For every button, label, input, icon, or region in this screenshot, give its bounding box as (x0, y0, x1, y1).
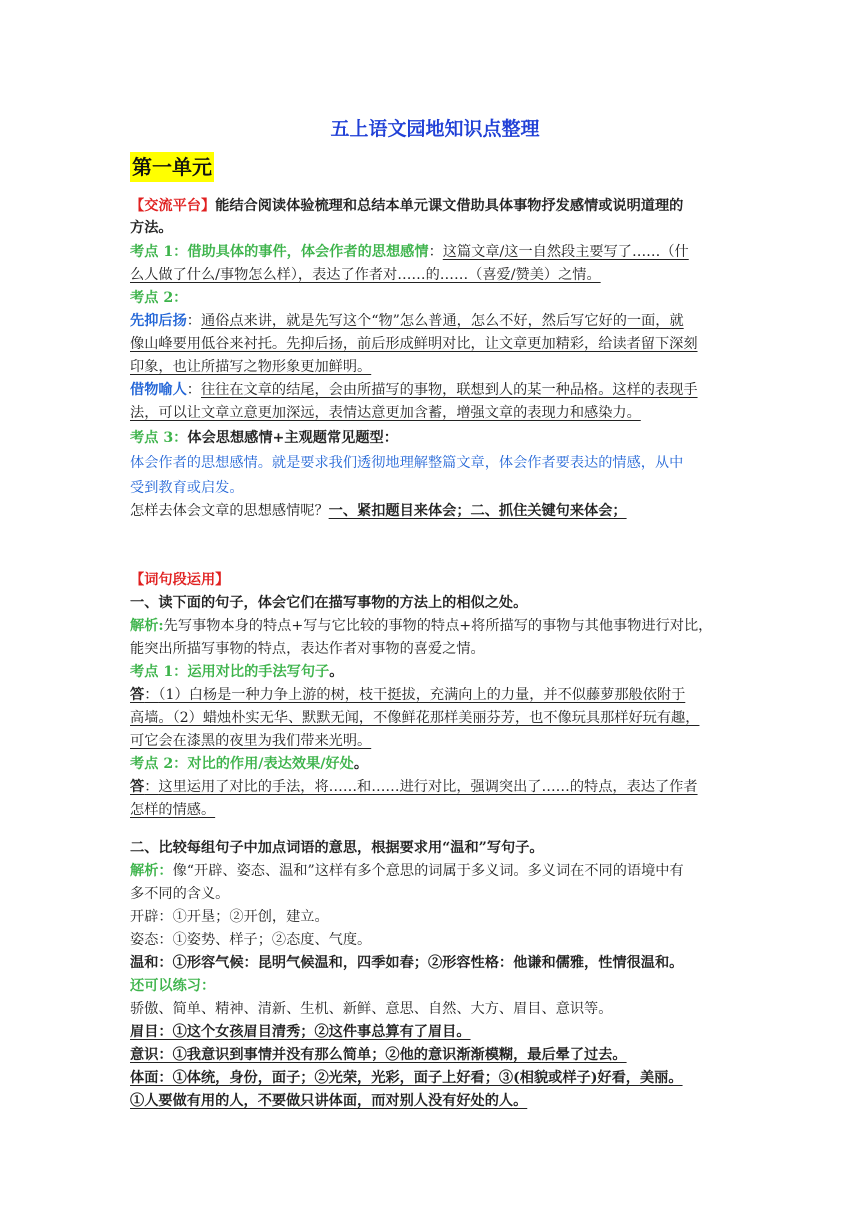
analysis-1-cont: 能突出所描写事物的特点，表达作者对事物的喜爱之情。 (130, 641, 485, 657)
answer-2-sep: ： (144, 779, 159, 795)
timian-line: 体面：①体统，身份，面子；②光荣，光彩，面子上好看；③(相貌或样子)好看，美丽。 (130, 1070, 683, 1086)
answer-1-line (130, 685, 685, 705)
answer-1-sep: ： (144, 687, 159, 703)
zitai-line: 姿态：①姿势、样子；②态度、气度。 (130, 932, 372, 948)
answer-1-text-2: 高墙。（2）蜡烛朴实无华、默默无闻，不像鲜花那样美丽芬芳，也不像玩具那样好玩有趣， (130, 710, 700, 726)
kaipi-line: 开辟：①开垦；②开创，建立。 (130, 909, 329, 925)
answer-1-label: 答 (130, 687, 145, 703)
exchange-platform-tag: 【交流平台】 (130, 198, 216, 214)
analysis-1-text: 先写事物本身的特点+写与它比较的事物的特点+将所描写的事物与其他事物进行对比， (163, 618, 713, 634)
kp1-sep: ： (428, 244, 443, 260)
xianyi-line (130, 311, 684, 331)
analysis-2-line (130, 861, 684, 881)
xianyi-text: 通俗点来讲，就是先写这个“物”怎么普通，怎么不好，然后写它好的一面，就 (200, 313, 684, 329)
question-2: 二、比较每组句子中加点词语的意思，根据要求用“温和”写句子。 (130, 840, 544, 856)
exchange-intro-line (130, 196, 683, 216)
jiewu-line (130, 380, 698, 400)
xianyi-text-2: 像山峰要用低谷来衬托。先抑后扬，前后形成鲜明对比，让文章更加精彩，给读者留下深刻 (130, 336, 698, 352)
analysis-1-line (130, 616, 712, 636)
s2-kp2-label: 考点 2：对比的作用/表达效果/好处 (130, 756, 354, 772)
analysis-2-text: 像“开辟、姿态、温和”这样有多个意思的词属于多义词。多义词在不同的语境中有 (172, 863, 684, 879)
analysis-1-sep: : (158, 618, 164, 634)
answer-2-label: 答 (130, 779, 145, 795)
analysis-2-cont: 多不同的含义。 (130, 886, 230, 902)
xianyi-text-3: 印象，也让所描写之物形象更加鲜明。 (130, 359, 372, 375)
jiewu-text: 往往在文章的结尾，会由所描写的事物，联想到人的某一种品格。这样的表现手 (200, 382, 698, 398)
answer-2-text: 这里运用了对比的手法，将……和……进行对比，强调突出了……的特点，表达了作者 (158, 779, 698, 795)
s2-kp1-end: 。 (329, 664, 344, 680)
analysis-2-label: 解析 (130, 863, 159, 879)
jiewu-sep: ： (186, 382, 201, 398)
meimu-line: 眉目：①这个女孩眉目清秀；②这件事总算有了眉目。 (130, 1024, 471, 1040)
kp1-label: 考点 1：借助具体的事件，体会作者的思想感情 (130, 244, 429, 260)
page-title: 五上语文园地知识点整理 (330, 118, 540, 140)
xianyi-label: 先抑后扬 (130, 313, 187, 329)
xianyi-sep: ： (186, 313, 201, 329)
kp3-label: 考点 3： (130, 430, 188, 446)
how-line (130, 501, 627, 521)
practice-words: 骄傲、简单、精神、清新、生机、新鲜、意思、自然、大方、眉目、意识等。 (130, 1001, 613, 1017)
kp1-line (130, 242, 689, 262)
exchange-intro-text: 能结合阅读体验梳理和总结本单元课文借助具体事物抒发感情或说明道理的 (215, 198, 684, 214)
jiewu-label: 借物喻人 (130, 382, 187, 398)
word-usage-tag: 【词句段运用】 (130, 572, 230, 588)
exchange-intro-cont: 方法。 (130, 220, 173, 236)
kp3-blue-2: 受到教育或启发。 (130, 480, 244, 496)
analysis-1-label: 解析 (130, 618, 159, 634)
how-answer: 一、紧扣题目来体会；二、抓住关键句来体会； (328, 503, 627, 519)
s2-kp2-line (130, 754, 368, 774)
kp1-text: 这篇文章/这一自然段主要写了……（什 (442, 244, 689, 260)
jiewu-text-2: 法，可以让文章立意更加深远，表情达意更加含蓄，增强文章的表现力和感染力。 (130, 405, 641, 421)
analysis-2-sep: ： (158, 863, 173, 879)
s2-kp2-end: 。 (353, 756, 369, 772)
kp3-text: 体会思想感情+主观题常见题型： (187, 430, 398, 446)
practice-label: 还可以练习： (130, 978, 216, 994)
yishi-line: 意识：①我意识到事情并没有那么简单；②他的意识渐渐模糊，最后晕了过去。 (130, 1047, 627, 1063)
kp3-blue-1: 体会作者的思想感情。就是要求我们透彻地理解整篇文章，体会作者要表达的情感，从中 (130, 455, 684, 471)
how-question: 怎样去体会文章的思想感情呢？ (130, 503, 329, 519)
answer-2-line (130, 777, 698, 797)
kp1-text-cont: 么人做了什么/事物怎么样），表达了作者对……的……（喜爱/赞美）之情。 (130, 267, 601, 283)
unit-heading: 第一单元 (130, 152, 214, 182)
timian-example: ①人要做有用的人，不要做只讲体面，而对别人没有好处的人。 (130, 1093, 528, 1109)
wenhe-line: 温和：①形容气候：昆明气候温和，四季如春；②形容性格：他谦和儒雅，性情很温和。 (130, 955, 684, 971)
kp3-line (130, 428, 398, 448)
kp2-label: 考点 2： (130, 290, 188, 306)
s2-kp1-label: 考点 1：运用对比的手法写句子 (130, 664, 330, 680)
question-1: 一、读下面的句子，体会它们在描写事物的方法上的相似之处。 (130, 595, 528, 611)
answer-1-text: （1）白杨是一种力争上游的树，枝干挺拔，充满向上的力量，并不似藤萝那般依附于 (158, 687, 686, 703)
s2-kp1-line (130, 662, 343, 682)
answer-1-text-3: 可它会在漆黑的夜里为我们带来光明。 (130, 733, 372, 749)
answer-2-text-2: 怎样的情感。 (130, 802, 216, 818)
